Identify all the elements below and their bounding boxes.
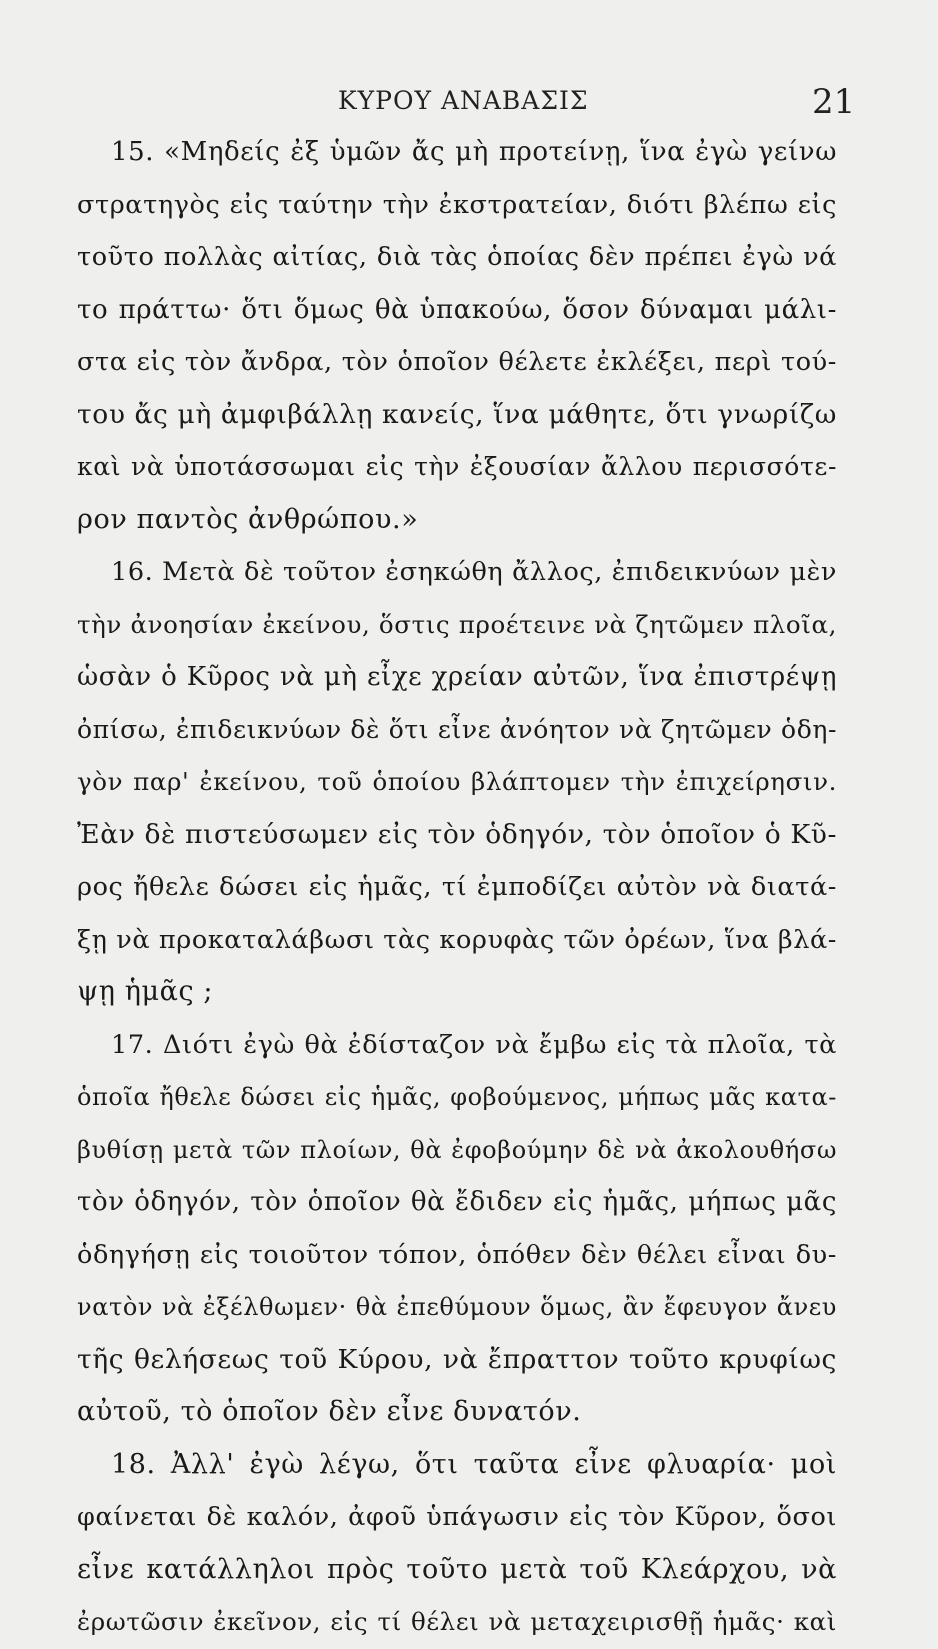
text-line: εἶνε κατάλληλοι πρὸς τοῦτο μετὰ τοῦ Κλεάρχου, νὰ	[77, 1553, 837, 1585]
text-line: στα εἰς τὸν ἄνδρα, τὸν ὁποῖον θέλετε ἐκλέξει, περὶ τού-	[77, 347, 837, 377]
text-line: του ἄς μὴ ἀμφιβάλλῃ κανείς, ἵνα μάθητε, ὅτι γνωρίζω	[77, 398, 837, 430]
running-title: ΚΥΡΟΥ ΑΝΑΒΑΣΙΣ	[338, 86, 589, 115]
text-line: 17. Διότι ἐγὼ θὰ ἐδίσταζον νὰ ἔμβω εἰς τὰ πλοῖα, τὰ	[111, 1029, 837, 1060]
text-line: το πράττω· ὅτι ὅμως θὰ ὑπακούω, ὅσον δύναμαι μάλι-	[77, 294, 837, 325]
text-line: ρος ἤθελε δώσει εἰς ἡμᾶς, τί ἐμποδίζει αὐτὸν νὰ διατά-	[77, 872, 837, 902]
text-line: καὶ νὰ ὑποτάσσωμαι εἰς τὴν ἐξουσίαν ἄλλου περισσότε-	[77, 452, 837, 481]
text-line: στρατηγὸς εἰς ταύτην τὴν ἐκστρατείαν, διότι βλέπω εἰς	[77, 189, 837, 220]
text-line: αὐτοῦ, τὸ ὁποῖον δὲν εἶνε δυνατόν.	[77, 1396, 582, 1427]
text-line: νατὸν νὰ ἐξέλθωμεν· θὰ ἐπεθύμουν ὅμως, ἂν ἔφευγον ἄνευ	[77, 1293, 837, 1321]
text-line: 16. Μετὰ δὲ τοῦτον ἐσηκώθη ἄλλος, ἐπιδεικνύων μὲν	[111, 557, 837, 587]
text-line: ξῃ νὰ προκαταλάβωσι τὰς κορυφὰς τῶν ὀρέων, ἵνα βλά-	[77, 924, 837, 955]
text-line: τῆς θελήσεως τοῦ Κύρου, νὰ ἔπραττον τοῦτο κρυφίως	[77, 1343, 837, 1375]
text-line: ὁδηγήσῃ εἰς τοιοῦτον τόπον, ὁπόθεν δὲν θέλει εἶναι δυ-	[77, 1239, 837, 1270]
text-line: ἐρωτῶσιν ἐκεῖνον, εἰς τί θέλει νὰ μεταχειρισθῇ ἡμᾶς· καὶ	[77, 1607, 837, 1636]
text-line: τὴν ἀνοησίαν ἐκείνου, ὅστις προέτεινε νὰ ζητῶμεν πλοῖα,	[77, 609, 837, 639]
body-text	[77, 126, 837, 1649]
text-line: 18. Ἀλλ' ἐγὼ λέγω, ὅτι ταῦτα εἶνε φλυαρία· μοὶ	[111, 1448, 837, 1480]
text-line: φαίνεται δὲ καλόν, ἀφοῦ ὑπάγωσιν εἰς τὸν Κῦρον, ὅσοι	[77, 1502, 837, 1532]
text-line: ὡσὰν ὁ Κῦρος νὰ μὴ εἶχε χρείαν αὐτῶν, ἵνα ἐπιστρέψῃ	[77, 662, 837, 692]
text-line: ὁποῖα ἤθελε δώσει εἰς ἡμᾶς, φοβούμενος, μήπως μᾶς κατα-	[77, 1083, 837, 1111]
text-line: Ἐὰν δὲ πιστεύσωμεν εἰς τὸν ὁδηγόν, τὸν ὁποῖον ὁ Κῦ-	[77, 818, 837, 850]
text-line: τὸν ὁδηγόν, τὸν ὁποῖον θὰ ἔδιδεν εἰς ἡμᾶς, μήπως μᾶς	[77, 1187, 837, 1217]
text-line: γὸν παρ' ἐκείνου, τοῦ ὁποίου βλάπτομεν τὴν ἐπιχείρησιν.	[77, 767, 837, 796]
text-line: βυθίσῃ μετὰ τῶν πλοίων, θὰ ἐφοβούμην δὲ νὰ ἀκολουθήσω	[77, 1135, 837, 1164]
text-line: ψῃ ἡμᾶς ;	[77, 976, 214, 1007]
text-line: ρον παντὸς ἀνθρώπου.»	[77, 503, 419, 535]
text-line: τοῦτο πολλὰς αἰτίας, διὰ τὰς ὁποίας δὲν πρέπει ἐγὼ νά	[77, 242, 837, 272]
running-head	[0, 82, 938, 126]
text-line: ὀπίσω, ἐπιδεικνύων δὲ ὅτι εἶνε ἀνόητον νὰ ζητῶμεν ὁδη-	[77, 714, 837, 744]
page-number: 21	[812, 82, 856, 122]
text-line: 15. «Μηδείς ἐξ ὑμῶν ἄς μὴ προτείνῃ, ἵνα ἐγὼ γείνω	[111, 137, 837, 167]
